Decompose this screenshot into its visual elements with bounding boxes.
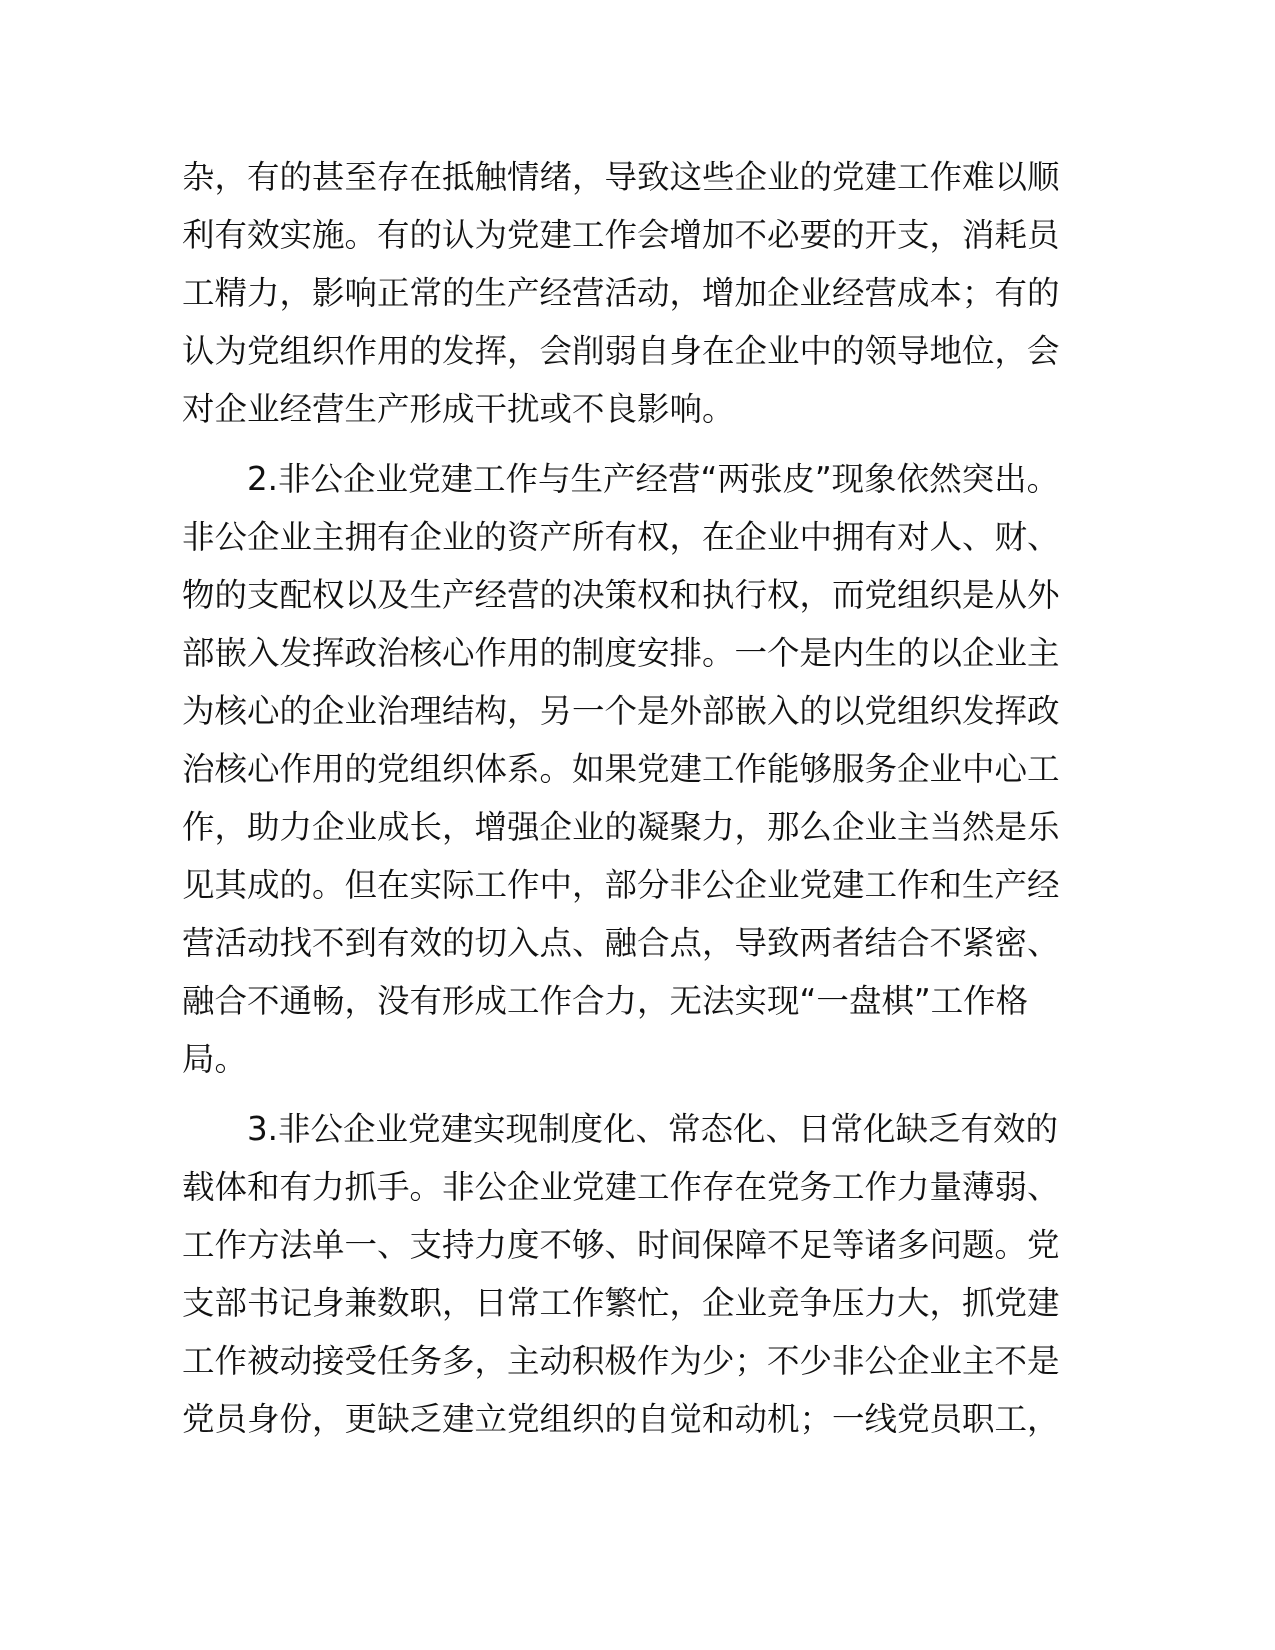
document-body bbox=[182, 148, 1060, 1448]
paragraph-3 bbox=[182, 1100, 1060, 1448]
text-line: 为核心的企业治理结构，另一个是外部嵌入的以党组织发挥政 bbox=[182, 692, 1060, 730]
paragraph-spacer bbox=[182, 1088, 1042, 1100]
text-line: 融合不通畅，没有形成工作合力，无法实现“一盘棋”工作格 bbox=[182, 982, 1029, 1020]
text-line: 工作方法单一、支持力度不够、时间保障不足等诸多问题。党 bbox=[182, 1226, 1060, 1264]
text-line: 工精力，影响正常的生产经营活动，增加企业经营成本；有的 bbox=[182, 274, 1060, 312]
text-line: 党员身份，更缺乏建立党组织的自觉和动机；一线党员职工， bbox=[182, 1400, 1060, 1438]
text-line: 营活动找不到有效的切入点、融合点，导致两者结合不紧密、 bbox=[182, 924, 1060, 962]
text-line: 治核心作用的党组织体系。如果党建工作能够服务企业中心工 bbox=[182, 750, 1060, 788]
text-line: 认为党组织作用的发挥，会削弱自身在企业中的领导地位，会 bbox=[182, 332, 1060, 370]
text-line-heading: 3.非公企业党建实现制度化、常态化、日常化缺乏有效的 bbox=[247, 1110, 1059, 1148]
text-line: 载体和有力抓手。非公企业党建工作存在党务工作力量薄弱、 bbox=[182, 1168, 1060, 1206]
text-line: 工作被动接受任务多，主动积极作为少；不少非公企业主不是 bbox=[182, 1342, 1060, 1380]
text-line: 见其成的。但在实际工作中，部分非公企业党建工作和生产经 bbox=[182, 866, 1060, 904]
text-line: 物的支配权以及生产经营的决策权和执行权，而党组织是从外 bbox=[182, 576, 1060, 614]
text-line-heading: 2.非公企业党建工作与生产经营“两张皮”现象依然突出。 bbox=[247, 460, 1060, 498]
text-line: 局。 bbox=[182, 1040, 248, 1078]
text-line: 利有效实施。有的认为党建工作会增加不必要的开支，消耗员 bbox=[182, 216, 1060, 254]
text-line: 作，助力企业成长，增强企业的凝聚力，那么企业主当然是乐 bbox=[182, 808, 1060, 846]
text-line: 杂，有的甚至存在抵触情绪，导致这些企业的党建工作难以顺 bbox=[182, 158, 1060, 196]
text-line: 对企业经营生产形成干扰或不良影响。 bbox=[182, 390, 735, 428]
paragraph-1 bbox=[182, 148, 1060, 438]
paragraph-2 bbox=[182, 450, 1060, 1088]
text-line: 非公企业主拥有企业的资产所有权，在企业中拥有对人、财、 bbox=[182, 518, 1060, 556]
text-line: 支部书记身兼数职，日常工作繁忙，企业竞争压力大，抓党建 bbox=[182, 1284, 1060, 1322]
paragraph-spacer bbox=[182, 438, 1042, 450]
text-line: 部嵌入发挥政治核心作用的制度安排。一个是内生的以企业主 bbox=[182, 634, 1060, 672]
